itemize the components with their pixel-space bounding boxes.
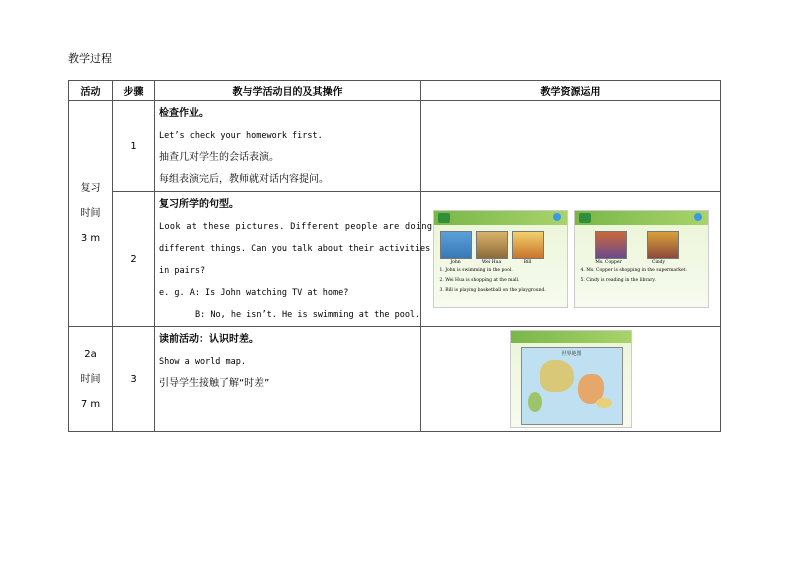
swimming-picture	[440, 231, 472, 259]
activity-time-label: 时间	[80, 208, 101, 219]
resource-cell-map	[421, 327, 721, 432]
step-number: 3	[113, 327, 155, 432]
slide-thumbnail	[433, 210, 568, 308]
step-heading: 复习所学的句型。	[159, 199, 239, 210]
step-heading: 检查作业。	[159, 108, 209, 119]
step-content	[155, 192, 433, 327]
step-text: 抽查几对学生的会话表演。	[159, 152, 279, 163]
header-row	[69, 81, 721, 101]
header-resources: 教学资源运用	[421, 81, 721, 101]
step-text: in pairs?	[159, 266, 206, 276]
slide-sentence: 5. Cindy is reading in the library.	[580, 278, 656, 283]
activity-cell-review	[69, 101, 113, 327]
slide-sentence: 4. Ms. Copper is shopping in the supermarket.	[580, 268, 687, 273]
slide-thumbnail	[574, 210, 709, 308]
table-row	[69, 101, 721, 192]
resource-cell-slides	[421, 192, 721, 327]
slide-sentence: 3. Bill is playing basketball on the playground.	[439, 288, 546, 293]
step-content	[155, 101, 421, 192]
activity-cell-prereading	[69, 327, 113, 432]
globe-icon	[553, 213, 561, 221]
shopping-picture	[476, 231, 508, 259]
activity-time-label: 时间	[80, 373, 101, 385]
globe-icon	[694, 213, 702, 221]
step-text: e. g. A: Is John watching TV at home?	[159, 288, 349, 298]
header-activity: 活动	[69, 81, 113, 101]
slide-sentence: 1. John is swimming in the pool.	[439, 268, 513, 273]
picture-caption: Cindy	[651, 260, 666, 265]
activity-label: 2a	[84, 348, 97, 360]
world-map-image	[521, 347, 623, 425]
picture-caption: John	[450, 260, 461, 265]
basketball-picture	[512, 231, 544, 259]
lesson-table	[68, 80, 721, 432]
supermarket-picture	[595, 231, 627, 259]
slide-sentence: 2. Wei Hua is shopping at the mall.	[439, 278, 520, 283]
picture-caption: Bill	[523, 260, 532, 265]
map-title: 世界地图	[561, 351, 582, 357]
logo-icon	[579, 213, 591, 223]
table-row	[69, 192, 721, 327]
step-text: 每组表演完后，教师就对话内容提问。	[159, 174, 329, 185]
step-text: Show a world map.	[159, 357, 246, 367]
step-text: B: No, he isn’t. He is swimming at the pool.	[195, 310, 421, 320]
activity-duration: 7 m	[80, 398, 101, 410]
resource-cell-empty	[421, 101, 721, 192]
activity-duration: 3 m	[80, 233, 101, 244]
step-text: Let’s check your homework first.	[159, 131, 323, 141]
step-number: 1	[113, 101, 155, 192]
world-map-slide	[510, 330, 632, 428]
picture-caption: Ms. Copper	[595, 260, 622, 265]
step-text: Look at these pictures. Different people are doing	[159, 222, 433, 232]
activity-label: 复习	[80, 183, 101, 194]
table-row	[69, 327, 721, 432]
step-text: different things. Can you talk about their activities	[159, 244, 431, 254]
section-title: 教学过程	[68, 52, 112, 65]
step-number: 2	[113, 192, 155, 327]
step-content	[155, 327, 421, 432]
step-text: 引导学生接触了解“时差”	[159, 378, 270, 389]
header-purpose: 教与学活动目的及其操作	[155, 81, 421, 101]
library-picture	[647, 231, 679, 259]
step-heading: 读前活动：认识时差。	[159, 334, 259, 345]
header-step: 步骤	[113, 81, 155, 101]
logo-icon	[438, 213, 450, 223]
picture-caption: Wei Hua	[481, 260, 502, 265]
